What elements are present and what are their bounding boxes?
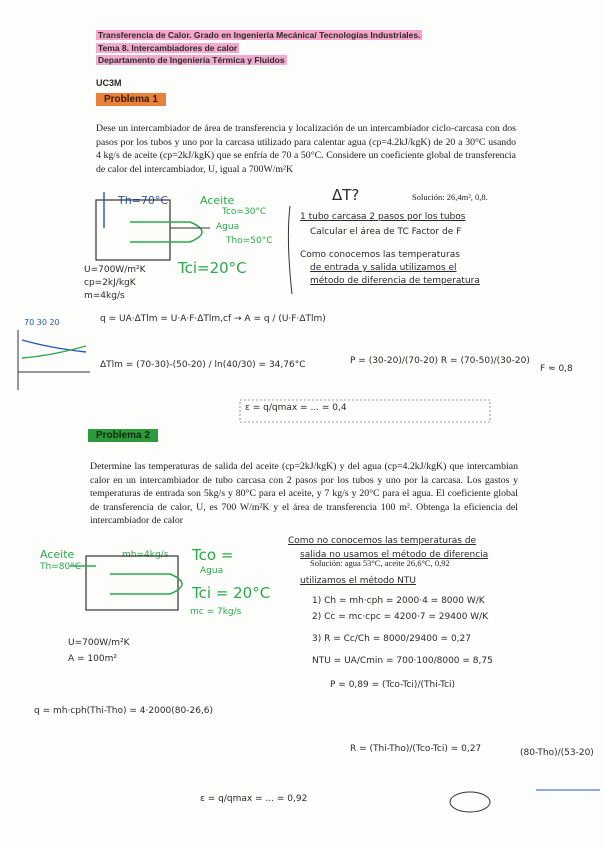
p2-note1: Como no conocemos las temperaturas de (288, 536, 477, 546)
p1-eq5: ε = q/qmax = ... = 0,4 (245, 403, 347, 413)
problem1-statement: Dese un intercambiador de área de transferencia y localización de un intercambiador ciclo-carcasa con dos pasos por los tubos y uno por la carcasa utilizado para calentar agua (cp=4.2kJ/kgK) de 20 a 30°C usando 4 kg/s de aceite (cp=2kJ/kgK) que se enfría de 70 a 50°C. Considere un coeficiente global de transferencia de calor del intercambiador, U, igual a 700W/m²K (96, 123, 516, 175)
problem1-tag: Problema 1 (96, 93, 166, 106)
p2-oil-in: Th=80°C (40, 562, 81, 572)
p1-eq3: P = (30-20)/(70-20) R = (70-50)/(30-20) (350, 356, 530, 366)
department: Departamento de Ingeniería Térmica y Fluidos (98, 55, 285, 65)
p1-hot-in: Th=70°C (118, 194, 169, 207)
p1-dt: ΔT? (332, 186, 360, 204)
course-title: Transferencia de Calor. Grado en Ingeniería Mecánica/ Tecnologías Industriales. (98, 30, 421, 40)
p1-prop-u: U=700W/m²K (84, 265, 146, 275)
problem1-solution: Solución: 26,4m², 0,8. (412, 192, 488, 202)
p1-note1: 1 tubo carcasa 2 pasos por los tubos (300, 212, 466, 222)
p1-plot-labels: 70 30 20 (24, 318, 60, 327)
p1-hot-out: Tho=50°C (226, 236, 273, 246)
problem2-statement: Determine las temperaturas de salida del aceite (cp=2kJ/kgK) y del agua (cp=4.2kJ/kgK) que intercambian calor en un intercambiador de tubo carcasa con 2 pasos por los tubos y uno por la carcasa. Los gastos y temperaturas de entrada son 5kg/s y 80°C para el aceite, y 7 kg/s y 20°C para el agua. El coeficiente global de transferencia de calor, U, es 700 W/m²K y el área de transferencia 100 m². Obtenga la eficiencia del intercambiador de calor (90, 461, 518, 526)
p1-prop-m: m=4kg/s (84, 291, 125, 301)
p2-water: Agua (200, 566, 224, 576)
p2-mass: mc = 7kg/s (190, 607, 242, 617)
p2-calc7: R = (Thi-Tho)/(Tco-Tci) = 0,27 (350, 744, 482, 754)
p1-cold-out: Tco=30°C (222, 207, 267, 217)
p2-note3: utilizamos el método NTU (300, 576, 416, 586)
p2-calc1: 1) Ch = mh·cph = 2000·4 = 8000 W/K (312, 596, 485, 606)
p2-note2: salida no usamos el método de diferencia (300, 550, 489, 560)
p1-note5: método de diferencia de temperatura (310, 276, 480, 286)
p2-oil: Aceite (40, 548, 75, 561)
university: UC3M (96, 78, 122, 88)
p2-calc4: NTU = UA/Cmin = 700·100/8000 = 8,75 (312, 656, 493, 666)
p2-calc6: q = mh·cph(Thi-Tho) = 4·2000(80-26,6) (34, 706, 214, 716)
p1-water: Agua (216, 222, 240, 232)
p1-oil-label: Aceite (200, 194, 235, 207)
p2-tci: Tci = 20°C (192, 584, 271, 602)
p1-cold-in: Tci=20°C (178, 259, 247, 277)
p1-note2: Calcular el área de TC Factor de F (310, 227, 462, 237)
p1-note4: de entrada y salida utilizamos el (310, 263, 457, 273)
p2-calc3: 3) R = Cc/Ch = 8000/29400 = 0,27 (312, 634, 471, 644)
p1-eq4: F ≈ 0,8 (540, 364, 573, 374)
p1-prop-cp: cp=2kJ/kgK (84, 278, 136, 288)
p2-a: A = 100m² (68, 654, 117, 664)
problem2-tag: Problema 2 (88, 429, 158, 442)
p2-calc2: 2) Cc = mc·cpc = 4200·7 = 29400 W/K (312, 612, 489, 622)
p1-eq2: ΔTlm = (70-30)-(50-20) / ln(40/30) = 34,76°C (100, 360, 306, 370)
p2-calc5: P = 0,89 = (Tco-Tci)/(Thi-Tci) (330, 680, 456, 690)
p1-eq1: q = UA·ΔTlm = U·A·F·ΔTlm,cf → A = q / (U·F·ΔTlm) (100, 314, 326, 324)
p2-calc8: (80-Tho)/(53-20) (520, 748, 594, 758)
p2-calc9: ε = q/qmax = ... = 0,92 (200, 794, 308, 804)
problem2-solution: Solución: agua 53°C, aceite 26,6°C, 0,92 (310, 558, 450, 568)
p2-oil-mass: mh=4kg/s (122, 550, 169, 560)
p2-u: U=700W/m²K (68, 638, 130, 648)
p2-tco: Tco = (192, 546, 234, 564)
p1-note3: Como conocemos las temperaturas (300, 250, 460, 260)
topic-title: Tema 8. Intercambiadores de calor (98, 43, 238, 53)
